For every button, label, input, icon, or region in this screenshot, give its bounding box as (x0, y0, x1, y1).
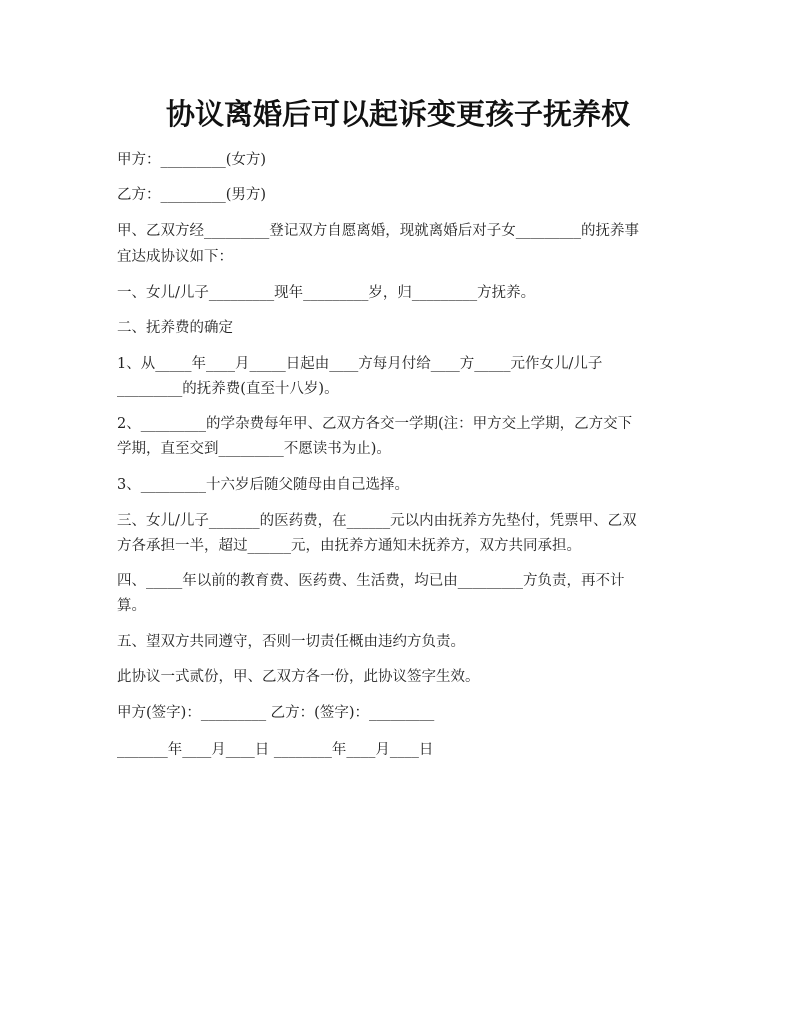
item-1-line-1: 1、从_____年____月_____日起由____方每月付给____方_____元作女儿/儿子 (117, 356, 603, 372)
copies-line: 此协议一式贰份，甲、乙双方各一份，此协议签字生效。 (117, 669, 480, 685)
clause-4-line-1: 四、_____年以前的教育费、医药费、生活费，均已由_________方负责，再不计 (117, 573, 625, 589)
item-2-line-2: 学期，直至交到_________不愿读书为止)。 (117, 441, 391, 457)
clause-5-line: 五、望双方共同遵守，否则一切责任概由违约方负责。 (117, 634, 465, 650)
preamble-line-1: 甲、乙双方经_________登记双方自愿离婚，现就离婚后对子女_________的抚养事 (117, 223, 639, 239)
signature-line: 甲方(签字)：_________ 乙方：(签字)：_________ (117, 705, 435, 721)
date-line: _______年____月____日 ________年____月____日 (117, 742, 434, 758)
item-1-line-2: _________的抚养费(直至十八岁)。 (117, 381, 339, 397)
clause-3-line-2: 方各承担一半，超过______元，由抚养方通知未抚养方，双方共同承担。 (117, 538, 581, 554)
clause-1-line: 一、女儿/儿子_________现年_________岁，归_________方抚养。 (117, 285, 536, 301)
party-a-line: 甲方：_________(女方) (117, 152, 267, 168)
clause-4-line-2: 算。 (117, 598, 146, 614)
clause-3-line-1: 三、女儿/儿子_______的医药费，在______元以内由抚养方先垫付，凭票甲、乙双 (117, 513, 637, 529)
clause-2-heading: 二、抚养费的确定 (117, 320, 233, 336)
item-3-line: 3、_________十六岁后随父随母由自己选择。 (117, 477, 409, 493)
party-b-line: 乙方：_________(男方) (117, 187, 267, 203)
preamble-line-2: 宜达成协议如下： (117, 249, 233, 265)
document-title: 协议离婚后可以起诉变更孩子抚养权 (165, 97, 630, 131)
item-2-line-1: 2、_________的学杂费每年甲、乙双方各交一学期(注：甲方交上学期，乙方交下 (117, 416, 633, 432)
